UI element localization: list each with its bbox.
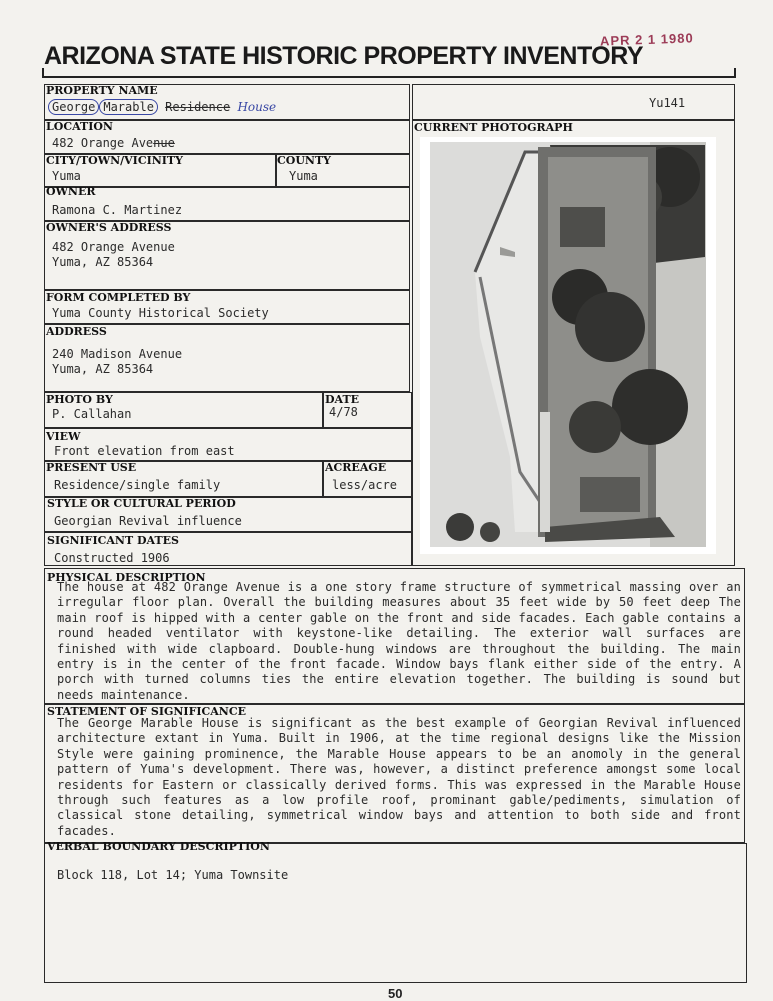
house-photo-image bbox=[420, 137, 716, 554]
page-number: 50 bbox=[388, 986, 403, 1001]
owner-address-line2: Yuma, AZ 85364 bbox=[52, 255, 154, 269]
owner-field bbox=[44, 187, 410, 221]
verbal-boundary-field bbox=[44, 840, 747, 983]
style-label: STYLE OR CULTURAL PERIOD bbox=[47, 497, 236, 510]
physical-description-field bbox=[44, 568, 745, 704]
county-value: Yuma bbox=[289, 169, 318, 183]
statement-of-significance-field bbox=[44, 704, 745, 843]
style-value: Georgian Revival influence bbox=[54, 514, 242, 528]
address-line1: 240 Madison Avenue bbox=[52, 347, 183, 361]
acreage-value: less/acre bbox=[332, 478, 398, 492]
present-use-value: Residence/single family bbox=[54, 478, 221, 492]
form-completed-by-label: FORM COMPLETED BY bbox=[46, 291, 191, 304]
view-value: Front elevation from east bbox=[54, 444, 235, 458]
owner-address-label: OWNER'S ADDRESS bbox=[46, 221, 172, 234]
photo-by-label: PHOTO BY bbox=[46, 393, 113, 406]
physical-description-text: The house at 482 Orange Avenue is a one story frame structure of symmetrical massing over an irregular floor plan. Overall the building measures about 35 feet wide by 50 feet deep The main roof is hipped with a center gable on the front and side facades. Each gable contains a round headed ventilator with keystone-like detailing. The exterior wall surfaces are finished with wide clapboard. Double-hung windows are throughout the building. The main entry is in the center of the front facade. Window bays flank either side of the entry. A porch with turned columns ties the entire elevation together. The building is sound but needs maintenance. bbox=[57, 580, 741, 702]
form-completed-by-field bbox=[44, 290, 410, 324]
county-field bbox=[276, 154, 410, 187]
property-name-struck: Residence bbox=[165, 100, 231, 114]
address-field bbox=[44, 324, 410, 392]
city-field bbox=[44, 154, 276, 187]
date-field bbox=[323, 392, 412, 428]
owner-label: OWNER bbox=[46, 185, 96, 198]
form-title: ARIZONA STATE HISTORIC PROPERTY INVENTORY bbox=[44, 42, 644, 70]
form-completed-by-value: Yuma County Historical Society bbox=[52, 306, 269, 320]
location-label: LOCATION bbox=[46, 120, 113, 133]
property-name-handwritten: House bbox=[237, 100, 277, 114]
verbal-boundary-label: VERBAL BOUNDARY DESCRIPTION bbox=[47, 840, 270, 853]
significant-dates-label: SIGNIFICANT DATES bbox=[47, 534, 179, 547]
house-photograph bbox=[420, 137, 716, 554]
date-value: 4/78 bbox=[329, 405, 358, 419]
present-use-label: PRESENT USE bbox=[46, 461, 137, 474]
style-field bbox=[44, 497, 412, 532]
view-field bbox=[44, 428, 412, 461]
acreage-field bbox=[323, 461, 412, 497]
city-label: CITY/TOWN/VICINITY bbox=[46, 154, 183, 167]
photo-by-field bbox=[44, 392, 323, 428]
property-name-word1: George bbox=[48, 99, 99, 115]
owner-address-field bbox=[44, 221, 410, 290]
location-field bbox=[44, 120, 410, 154]
property-name-field bbox=[44, 84, 410, 120]
property-name-label: PROPERTY NAME bbox=[46, 84, 158, 97]
significant-dates-value: Constructed 1906 bbox=[54, 551, 170, 565]
view-label: VIEW bbox=[46, 430, 81, 443]
owner-address-line1: 482 Orange Avenue bbox=[52, 240, 175, 254]
statement-of-significance-text: The George Marable House is significant as the best example of Georgian Revival influenced architecture extant in Yuma. Built in 1906, at the time regional designs like the Mission Style were gaining prominence, the Marable House appears to be an anomoly in the general pattern of Yuma's development. There was, however, a distinct preference amongst some local residents for Eastern or classically derived forms. This was expressed in the Marable House through such features as a low profile roof, prominant gable/pediments, simulation of classical stone detailing, symmetrical window bays and attention to both side and front facades. bbox=[57, 716, 741, 838]
present-use-field bbox=[44, 461, 323, 497]
property-name-value bbox=[48, 100, 276, 115]
title-underline bbox=[42, 68, 736, 78]
property-name-word2: Marable bbox=[99, 99, 158, 115]
city-value: Yuma bbox=[52, 169, 81, 183]
county-label: COUNTY bbox=[277, 154, 332, 167]
location-value-main: 482 Orange Ave bbox=[52, 136, 154, 150]
physical-description-label: PHYSICAL DESCRIPTION bbox=[47, 571, 206, 584]
photo-by-value: P. Callahan bbox=[52, 407, 132, 421]
date-label: DATE bbox=[325, 393, 360, 406]
inventory-number: Yu141 bbox=[649, 96, 686, 110]
verbal-boundary-value: Block 118, Lot 14; Yuma Townsite bbox=[57, 868, 289, 882]
location-value-struck: nue bbox=[153, 136, 175, 150]
significant-dates-field bbox=[44, 532, 412, 566]
inventory-number-field bbox=[412, 84, 735, 120]
address-label: ADDRESS bbox=[46, 325, 107, 338]
date-received-stamp: APR 2 1 1980 bbox=[599, 30, 694, 49]
current-photograph-label: CURRENT PHOTOGRAPH bbox=[414, 121, 573, 134]
acreage-label: ACREAGE bbox=[325, 461, 387, 474]
statement-of-significance-label: STATEMENT OF SIGNIFICANCE bbox=[47, 705, 247, 718]
owner-value: Ramona C. Martinez bbox=[52, 203, 183, 217]
location-value bbox=[52, 136, 175, 151]
address-line2: Yuma, AZ 85364 bbox=[52, 362, 154, 376]
